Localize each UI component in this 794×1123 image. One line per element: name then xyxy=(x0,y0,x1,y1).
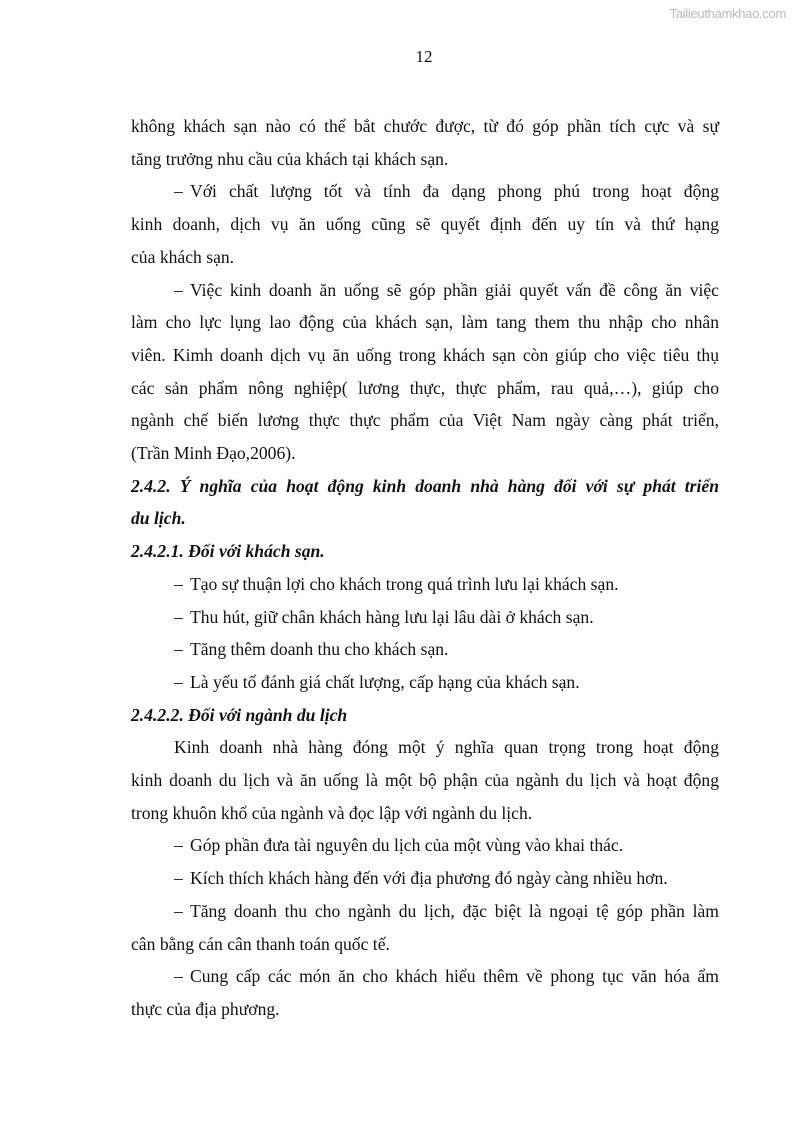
line-text: (Trần Minh Đạo,2006). xyxy=(131,443,296,464)
text-line xyxy=(131,895,719,928)
bullet-item xyxy=(131,666,719,699)
line-text: làm cho lực lụng lao động của khách sạn, làm tang them thu nhập cho nhân xyxy=(131,312,719,333)
line-text: Tạo sự thuận lợi cho khách trong quá trình lưu lại khách sạn. xyxy=(190,573,619,594)
bullet-dash: – xyxy=(174,868,183,889)
text-line xyxy=(131,568,719,601)
line-text: không khách sạn nào có thể bắt chước được, từ đó góp phần tích cực và sự xyxy=(131,116,719,136)
line-text: trong khuôn khổ của ngành và đọc lập với ngành du lịch. xyxy=(131,802,533,823)
line-text: Cung cấp các món ăn cho khách hiểu thêm về phong tục văn hóa ẩm xyxy=(190,966,719,987)
bullet-item xyxy=(131,274,719,470)
text-line xyxy=(131,372,719,405)
watermark: Tailieuthamkhao.com xyxy=(669,6,786,21)
text-line xyxy=(131,699,719,732)
line-text: Tăng thêm doanh thu cho khách sạn. xyxy=(190,639,449,660)
text-line xyxy=(131,960,719,993)
text-line xyxy=(131,110,719,143)
line-text: viên. Kimh doanh dịch vụ ăn uống trong khách sạn còn giúp cho việc tiêu thụ xyxy=(131,344,719,365)
text-line xyxy=(131,470,719,503)
line-text: 2.4.2.2. Đối với ngành du lịch xyxy=(131,704,348,725)
paragraph xyxy=(131,110,719,175)
text-line xyxy=(131,241,719,274)
text-line xyxy=(131,993,719,1026)
line-text: kinh doanh du lịch và ăn uống là một bộ phận của ngành du lịch và hoạt động xyxy=(131,770,719,791)
bullet-item xyxy=(131,633,719,666)
text-line xyxy=(131,797,719,830)
line-text: du lịch. xyxy=(131,508,186,529)
text-line xyxy=(131,339,719,372)
text-line xyxy=(131,274,719,307)
line-text: tăng trưởng nhu cầu của khách tại khách sạn. xyxy=(131,148,449,169)
text-line xyxy=(131,928,719,961)
line-text: Kinh doanh nhà hàng đóng một ý nghĩa quan trọng trong hoạt động xyxy=(174,737,719,758)
bullet-dash: – xyxy=(174,279,183,300)
bullet-dash: – xyxy=(174,181,183,202)
page-number: 12 xyxy=(415,47,433,66)
line-text: Việc kinh doanh ăn uống sẽ góp phần giải quyết vấn đề công ăn việc xyxy=(190,279,719,300)
text-line xyxy=(131,731,719,764)
text-line xyxy=(131,143,719,176)
bullet-item xyxy=(131,960,719,1025)
text-line xyxy=(131,601,719,634)
bullet-dash: – xyxy=(174,835,183,856)
line-text: Với chất lượng tốt và tính đa dạng phong phú trong hoạt động xyxy=(190,181,719,202)
text-line xyxy=(131,404,719,437)
text-line xyxy=(131,502,719,535)
bullet-item xyxy=(131,829,719,862)
line-text: 2.4.2. Ý nghĩa của hoạt động kinh doanh nhà hàng đối với sự phát triển xyxy=(131,475,719,496)
bullet-item xyxy=(131,175,719,273)
text-line xyxy=(131,437,719,470)
line-text: Góp phần đưa tài nguyên du lịch của một vùng vào khai thác. xyxy=(190,835,624,856)
line-text: Tăng doanh thu cho ngành du lịch, đặc biệt là ngoại tệ góp phần làm xyxy=(190,900,719,921)
line-text: thực của địa phương. xyxy=(131,998,280,1019)
line-text: cân bằng cán cân thanh toán quốc tế. xyxy=(131,933,390,954)
text-line xyxy=(131,306,719,339)
text-line xyxy=(131,666,719,699)
line-text: Kích thích khách hàng đến với địa phương đó ngày càng nhiều hơn. xyxy=(190,868,668,889)
line-text: các sản phẩm nông nghiệp( lương thực, thực phẩm, rau quả,…), giúp cho xyxy=(131,377,719,398)
bullet-item xyxy=(131,862,719,895)
document-body xyxy=(131,110,719,1026)
line-text: kinh doanh, dịch vụ ăn uống cũng sẽ quyết định đến uy tín và thứ hạng xyxy=(131,214,719,235)
line-text: Thu hút, giữ chân khách hàng lưu lại lâu dài ở khách sạn. xyxy=(190,606,594,627)
text-line xyxy=(131,829,719,862)
bullet-dash: – xyxy=(174,639,183,660)
bullet-dash: – xyxy=(174,606,183,627)
bullet-item xyxy=(131,601,719,634)
text-line xyxy=(131,862,719,895)
text-line xyxy=(131,764,719,797)
bullet-item xyxy=(131,895,719,960)
text-line xyxy=(131,535,719,568)
line-text: ngành chế biến lương thực thực phẩm của Việt Nam ngày càng phát triển, xyxy=(131,410,719,431)
text-line xyxy=(131,208,719,241)
bullet-item xyxy=(131,568,719,601)
line-text: Là yếu tố đánh giá chất lượng, cấp hạng của khách sạn. xyxy=(190,671,580,692)
bullet-dash: – xyxy=(174,900,183,921)
paragraph xyxy=(131,731,719,829)
bullet-dash: – xyxy=(174,966,183,987)
section-heading xyxy=(131,470,719,535)
text-line xyxy=(131,175,719,208)
section-heading xyxy=(131,699,719,732)
line-text: 2.4.2.1. Đối với khách sạn. xyxy=(131,541,325,562)
section-heading xyxy=(131,535,719,568)
bullet-dash: – xyxy=(174,573,183,594)
text-line xyxy=(131,633,719,666)
line-text: của khách sạn. xyxy=(131,246,235,267)
bullet-dash: – xyxy=(174,671,183,692)
